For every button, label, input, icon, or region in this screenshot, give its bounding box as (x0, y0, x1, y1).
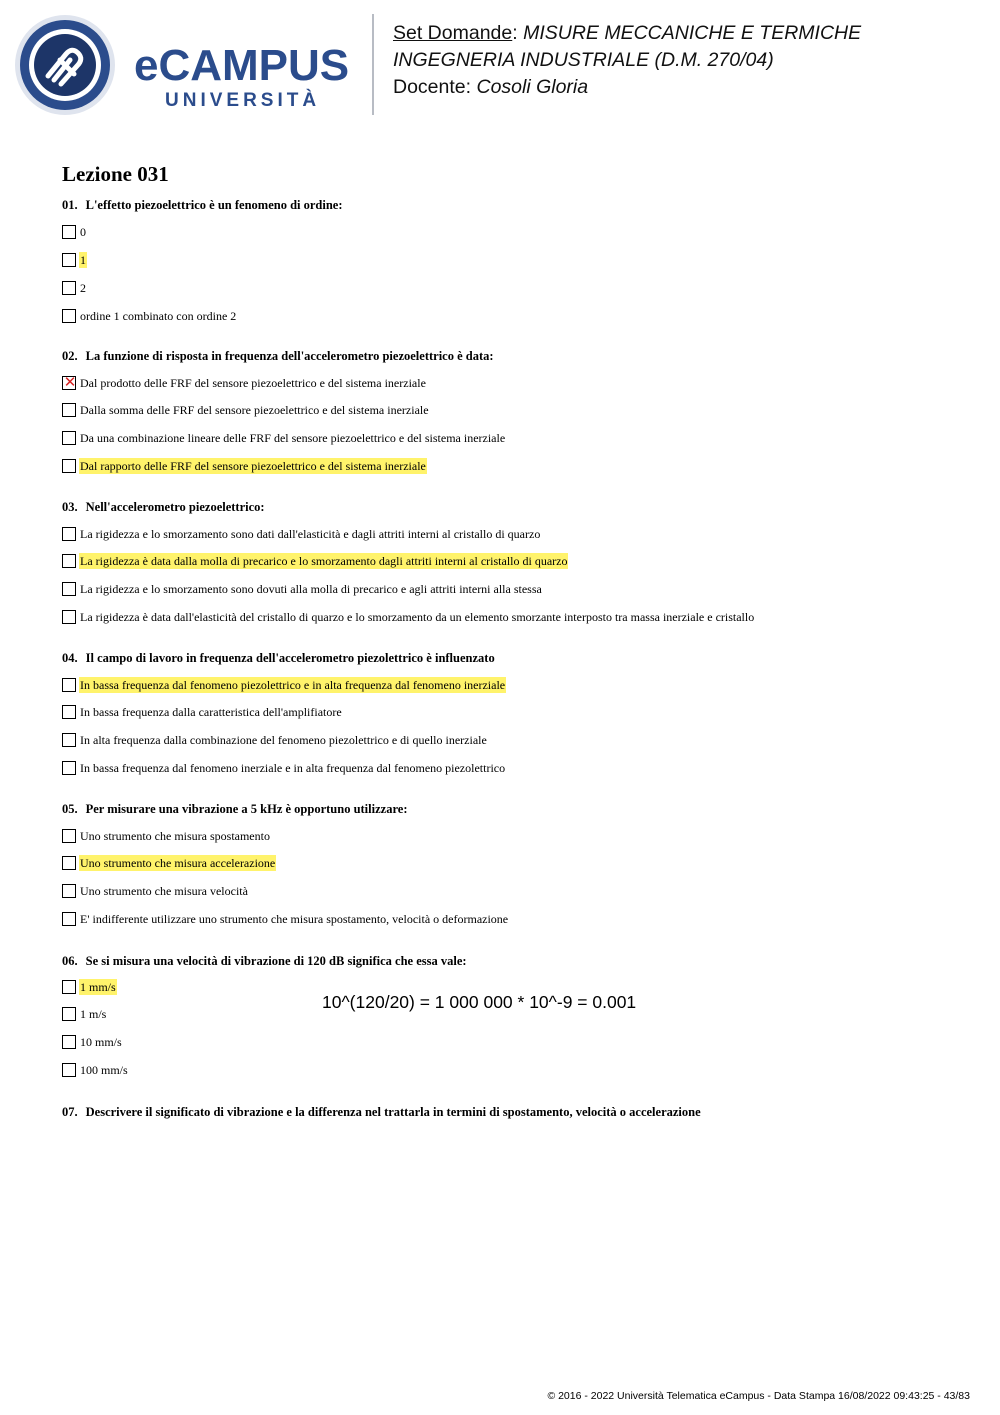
answer-checkbox[interactable] (62, 761, 76, 775)
question-text: Descrivere il significato di vibrazione e la differenza nel trattarla in termini di spostamento, velocità o accelerazione (85, 1105, 701, 1119)
option-label: La rigidezza e lo smorzamento sono dati dall'elasticità e dagli attriti interni al cristallo di quarzo (80, 527, 541, 541)
option-q02-b[interactable] (62, 402, 430, 418)
option-label-highlighted: 1 (80, 253, 86, 267)
option-q05-d[interactable] (62, 911, 509, 927)
set-domande-label: Set Domande (393, 22, 513, 44)
ecampus-logo (14, 14, 359, 116)
page-footer: © 2016 - 2022 Università Telematica eCampus - Data Stampa 16/08/2022 09:43:25 - 43/83 (547, 1390, 970, 1402)
option-label: In bassa frequenza dalla caratteristica dell'amplifiatore (80, 705, 342, 719)
option-label-highlighted: Uno strumento che misura accelerazione (80, 856, 276, 870)
option-label: ordine 1 combinato con ordine 2 (80, 309, 237, 323)
option-q02-d[interactable] (62, 458, 427, 474)
option-label-highlighted: 1 mm/s (80, 980, 116, 994)
question-number: 06. (62, 954, 78, 968)
option-label-highlighted: La rigidezza è data dalla molla di precarico e lo smorzamento dagli attriti interni al cristallo di quarzo (80, 554, 568, 568)
question-number: 01. (62, 198, 78, 212)
answer-checkbox[interactable] (62, 856, 76, 870)
option-label: In bassa frequenza dal fenomeno inerziale e in alta frequenza dal fenomeno piezolettrico (80, 761, 506, 775)
option-q01-b[interactable] (62, 252, 87, 268)
option-q04-a[interactable] (62, 677, 506, 693)
question-text: Per misurare una vibrazione a 5 kHz è opportuno utilizzare: (85, 802, 408, 816)
question-number: 07. (62, 1105, 78, 1119)
annotation-note: 10^(120/20) = 1 000 000 * 10^-9 = 0.001 (322, 992, 637, 1012)
option-q01-c[interactable] (62, 280, 87, 296)
teacher-label: Docente: (393, 76, 472, 98)
answer-checkbox[interactable] (62, 225, 76, 239)
cross-mark-icon: ✕ (63, 373, 77, 391)
option-label: 10 mm/s (80, 1035, 122, 1049)
answer-checkbox[interactable] (62, 1035, 76, 1049)
question-04 (62, 650, 962, 775)
option-label: Dal prodotto delle FRF del sensore piezoelettrico e del sistema inerziale (80, 376, 426, 390)
answer-checkbox[interactable] (62, 884, 76, 898)
option-q01-d[interactable] (62, 308, 237, 324)
question-01 (62, 197, 962, 323)
set-domande-colon: : (512, 22, 518, 44)
option-q05-c[interactable] (62, 883, 249, 899)
answer-checkbox[interactable] (62, 582, 76, 596)
option-label: 0 (80, 225, 86, 239)
answer-checkbox[interactable] (62, 705, 76, 719)
option-q04-c[interactable] (62, 732, 488, 748)
option-label: In alta frequenza dalla combinazione del fenomeno piezolettrico e di quello inerziale (80, 733, 487, 747)
answer-checkbox[interactable] (62, 610, 76, 624)
option-q02-a[interactable] (62, 375, 427, 391)
question-number: 03. (62, 500, 78, 514)
option-q05-b[interactable] (62, 855, 276, 871)
option-label-highlighted: Dal rapporto delle FRF del sensore piezoelettrico e del sistema inerziale (80, 459, 426, 473)
option-label-highlighted: In bassa frequenza dal fenomeno piezolettrico e in alta frequenza dal fenomeno inerziale (80, 678, 506, 692)
option-q03-c[interactable] (62, 581, 543, 597)
answer-checkbox[interactable] (62, 1063, 76, 1077)
question-07 (62, 1104, 962, 1120)
option-label: 2 (80, 281, 86, 295)
question-text: Nell'accelerometro piezoelettrico: (85, 500, 265, 514)
option-q06-b[interactable] (62, 1006, 107, 1022)
option-label: 100 mm/s (80, 1063, 128, 1077)
option-q02-c[interactable] (62, 430, 506, 446)
answer-checkbox[interactable] (62, 403, 76, 417)
answer-checkbox-marked[interactable] (62, 373, 77, 391)
lesson-title: Lezione 031 (62, 162, 169, 186)
answer-checkbox[interactable] (62, 912, 76, 926)
answer-checkbox[interactable] (62, 527, 76, 541)
course-header (393, 20, 861, 101)
option-label: Uno strumento che misura velocità (80, 884, 248, 898)
option-label: 1 m/s (80, 1007, 107, 1021)
option-q05-a[interactable] (62, 828, 271, 844)
option-q04-d[interactable] (62, 760, 506, 776)
option-q06-d[interactable] (62, 1062, 129, 1078)
answer-checkbox[interactable] (62, 1007, 76, 1021)
option-label: Da una combinazione lineare delle FRF del sensore piezoelettrico e del sistema inerziale (80, 431, 506, 445)
option-label: E' indifferente utilizzare uno strumento che misura spostamento, velocità o deformazione (80, 912, 509, 926)
answer-checkbox[interactable] (62, 309, 76, 323)
question-text: L'effetto piezoelettrico è un fenomeno di ordine: (85, 198, 343, 212)
question-number: 02. (62, 349, 78, 363)
question-05 (62, 801, 962, 926)
answer-checkbox[interactable] (62, 980, 76, 994)
question-text: Il campo di lavoro in frequenza dell'accelerometro piezolettrico è influenzato (85, 651, 495, 665)
question-number: 05. (62, 802, 78, 816)
header-divider (372, 14, 374, 115)
option-label: Uno strumento che misura spostamento (80, 829, 270, 843)
option-q04-b[interactable] (62, 704, 343, 720)
question-text: La funzione di risposta in frequenza dell'accelerometro piezoelettrico è data: (85, 349, 494, 363)
answer-checkbox[interactable] (62, 678, 76, 692)
answer-checkbox[interactable] (62, 554, 76, 568)
option-q06-a[interactable] (62, 979, 117, 995)
option-q06-c[interactable] (62, 1034, 123, 1050)
answer-checkbox[interactable] (62, 459, 76, 473)
question-02 (62, 348, 962, 473)
course-degree: INGEGNERIA INDUSTRIALE (D.M. 270/04) (393, 49, 774, 71)
option-label: La rigidezza è data dall'elasticità del cristallo di quarzo e lo smorzamento da un elemento smorzante interposto tra massa inerziale e cristallo (80, 610, 755, 624)
answer-checkbox[interactable] (62, 829, 76, 843)
option-label: Dalla somma delle FRF del sensore piezoelettrico e del sistema inerziale (80, 403, 429, 417)
answer-checkbox[interactable] (62, 733, 76, 747)
question-03 (62, 499, 962, 624)
logo-word: eCAMPUS (134, 41, 350, 90)
option-label: La rigidezza e lo smorzamento sono dovuti alla molla di precarico e agli attriti interni alla stessa (80, 582, 542, 596)
course-name: MISURE MECCANICHE E TERMICHE (523, 22, 862, 44)
answer-checkbox[interactable] (62, 431, 76, 445)
option-q03-a[interactable] (62, 526, 541, 542)
option-q03-d[interactable] (62, 609, 755, 625)
answer-checkbox[interactable] (62, 253, 76, 267)
question-text: Se si misura una velocità di vibrazione di 120 dB significa che essa vale: (85, 954, 467, 968)
logo-subtitle: UNIVERSITÀ (165, 90, 321, 111)
teacher-name: Cosoli Gloria (476, 76, 589, 98)
option-q01-a[interactable] (62, 224, 87, 240)
answer-checkbox[interactable] (62, 281, 76, 295)
question-number: 04. (62, 651, 78, 665)
option-q03-b[interactable] (62, 553, 568, 569)
